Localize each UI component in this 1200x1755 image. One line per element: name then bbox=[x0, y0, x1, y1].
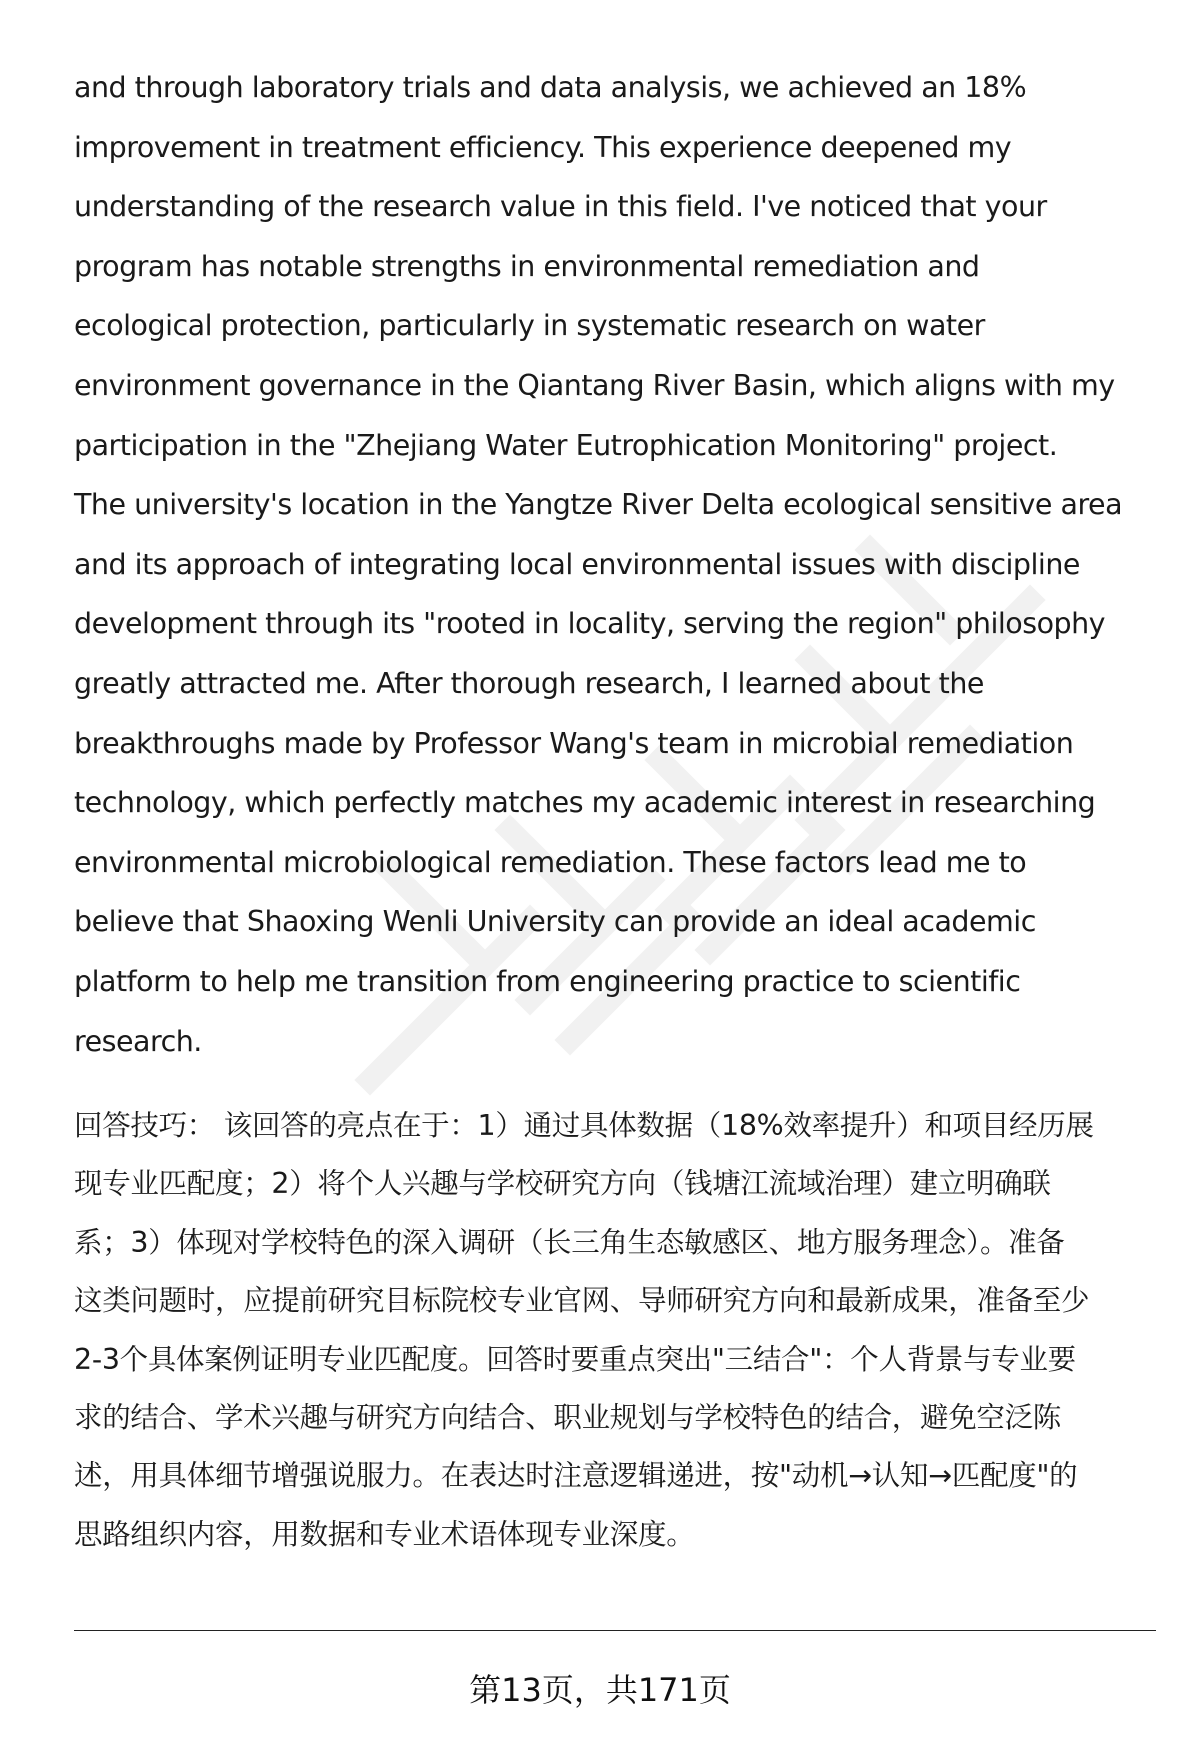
body-line: breakthroughs made by Professor Wang's team in microbial remediation bbox=[74, 726, 1074, 760]
tip-line: 现专业匹配度；2）将个人兴趣与学校研究方向（钱塘江流域治理）建立明确联 bbox=[74, 1167, 1051, 1201]
body-line: and through laboratory trials and data analysis, we achieved an 18% bbox=[74, 71, 1027, 104]
tip-line: 思路组织内容，用数据和专业术语体现专业深度。 bbox=[74, 1517, 695, 1551]
body-line: environment governance in the Qiantang River Basin, which aligns with my bbox=[74, 368, 1115, 402]
body-paragraph bbox=[74, 58, 1154, 1071]
tip-line: 2-3个具体案例证明专业匹配度。回答时要重点突出"三结合"：个人背景与专业要 bbox=[74, 1342, 1076, 1376]
body-line: environmental microbiological remediation. These factors lead me to bbox=[74, 845, 1027, 879]
body-line: ecological protection, particularly in systematic research on water bbox=[74, 309, 985, 343]
body-line: greatly attracted me. After thorough research, I learned about the bbox=[74, 666, 984, 700]
body-line: development through its "rooted in locality, serving the region" philosophy bbox=[74, 607, 1106, 641]
main-content bbox=[74, 58, 1154, 1564]
body-line: platform to help me transition from engineering practice to scientific bbox=[74, 964, 1021, 998]
body-line: believe that Shaoxing Wenli University can provide an ideal academic bbox=[74, 905, 1036, 939]
tip-line: 求的结合、学术兴趣与研究方向结合、职业规划与学校特色的结合，避免空泛陈 bbox=[74, 1401, 1062, 1435]
tip-line: 回答技巧： 该回答的亮点在于：1）通过具体数据（18%效率提升）和项目经历展 bbox=[74, 1109, 1094, 1143]
body-line: program has notable strengths in environmental remediation and bbox=[74, 249, 980, 283]
tip-line: 这类问题时，应提前研究目标院校专业官网、导师研究方向和最新成果，准备至少 bbox=[74, 1284, 1090, 1318]
footer-divider bbox=[74, 1630, 1156, 1631]
body-line: participation in the "Zhejiang Water Eutrophication Monitoring" project. bbox=[74, 428, 1058, 462]
body-line: The university's location in the Yangtze River Delta ecological sensitive area bbox=[74, 488, 1123, 522]
body-line: and its approach of integrating local environmental issues with discipline bbox=[74, 547, 1080, 581]
body-line: understanding of the research value in this field. I've noticed that your bbox=[74, 190, 1047, 224]
body-line: improvement in treatment efficiency. This experience deepened my bbox=[74, 130, 1012, 164]
body-line: research. bbox=[74, 1024, 202, 1058]
tip-line: 系；3）体现对学校特色的深入调研（长三角生态敏感区、地方服务理念）。准备 bbox=[74, 1225, 1065, 1259]
body-line: technology, which perfectly matches my academic interest in researching bbox=[74, 786, 1096, 820]
page-number: 第13页，共171页 bbox=[469, 1671, 731, 1709]
answer-tips-paragraph bbox=[74, 1097, 1154, 1564]
tip-line: 述，用具体细节增强说服力。在表达时注意逻辑递进，按"动机→认知→匹配度"的 bbox=[74, 1459, 1078, 1493]
